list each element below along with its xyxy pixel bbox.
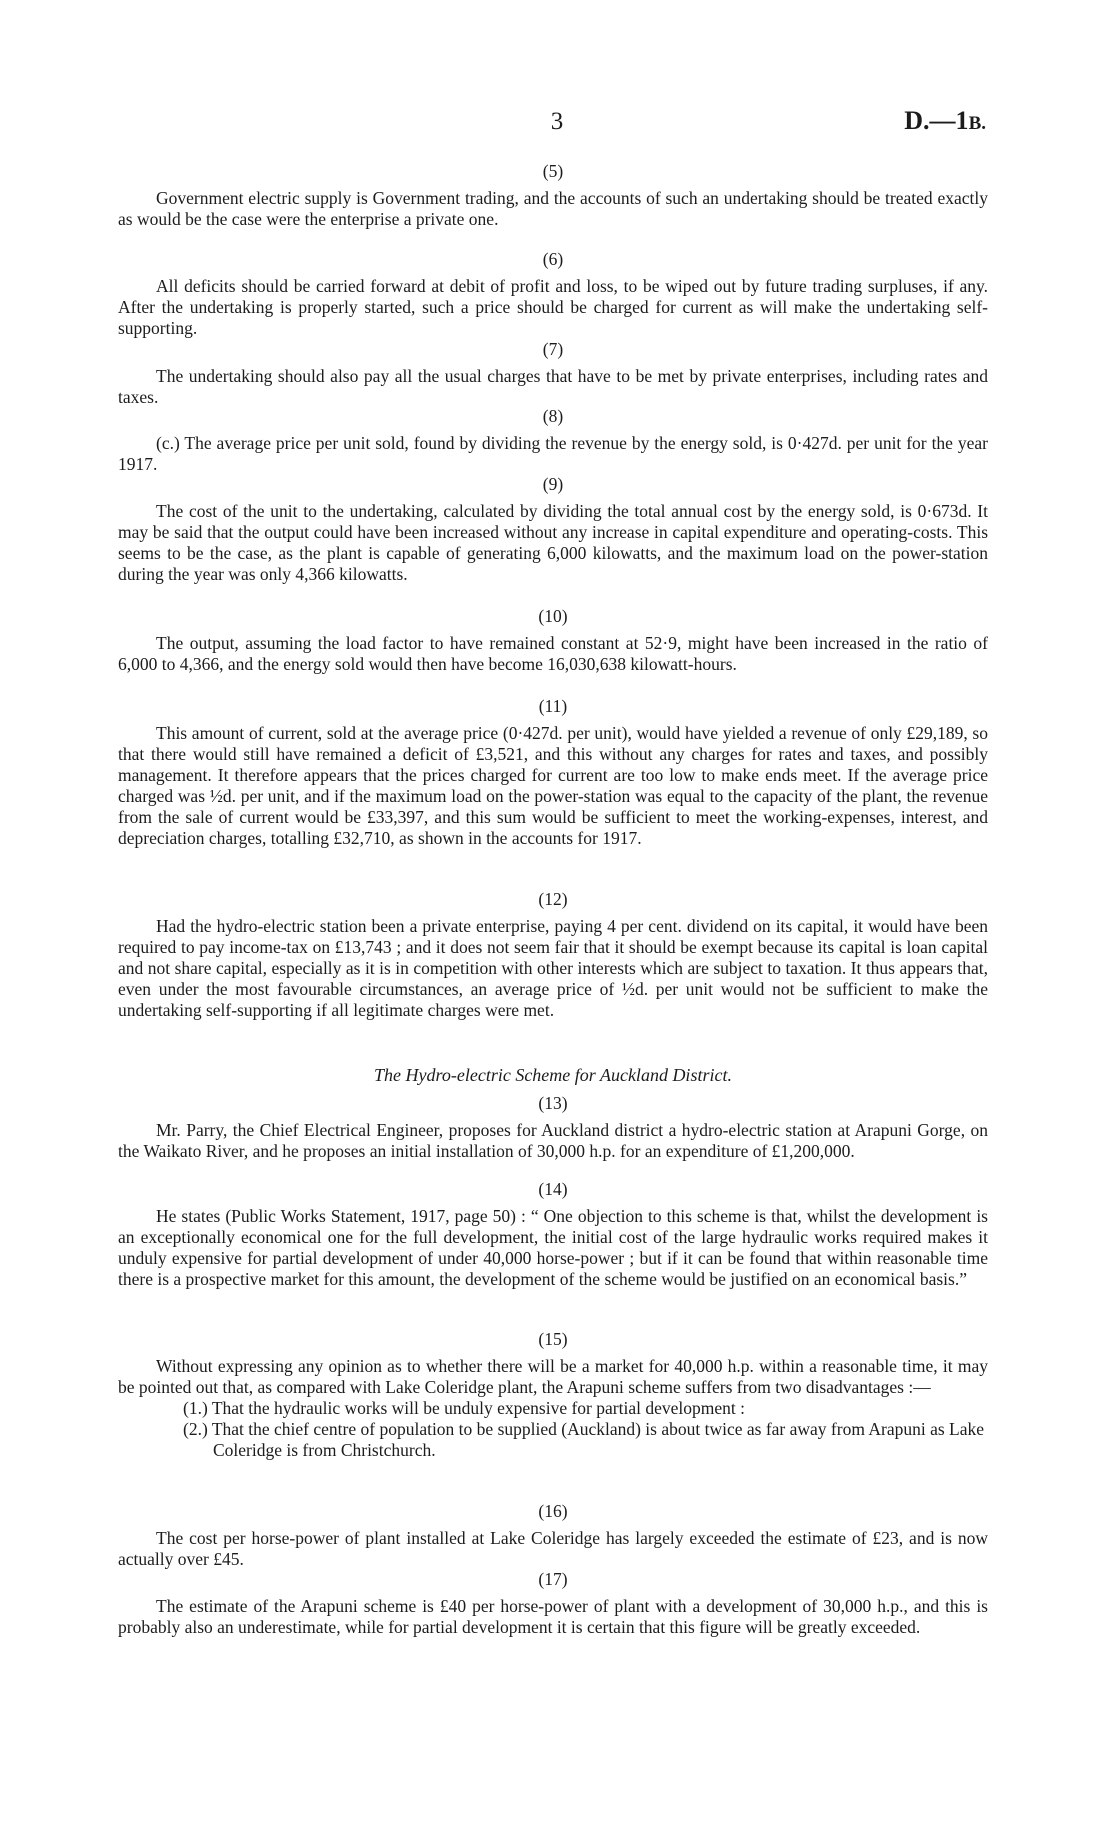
section-number: (7) <box>542 339 564 359</box>
section-11 <box>118 695 988 849</box>
paragraph: Had the hydro-electric station been a private enterprise, paying 4 per cent. dividend on its capital, it would have been required to pay income-tax on £13,743 ; and it does not seem fair that it should be exempt because its capital is loan capital and not share capital, especially as it is in competition with other interests which are subject to taxation. It thus appears that, even under the most favourable circumstances, an average price of ½d. per unit would not be sufficient to make the undertaking self-supporting if all legitimate charges were met. <box>118 916 988 1020</box>
paragraph: The cost of the unit to the undertaking, calculated by dividing the total annual cost by the energy sold, is 0·673d. It may be said that the output could have been increased without any increase in capital expenditure and operating-costs. This seems to be the case, as the plant is capable of generating 6,000 kilowatts, and the maximum load on the power-station during the year was only 4,366 kilowatts. <box>118 501 988 584</box>
section-number: (5) <box>542 161 564 181</box>
section-15 <box>118 1328 988 1461</box>
section-number: (14) <box>538 1179 568 1199</box>
section-number: (10) <box>538 606 568 626</box>
section-number: (6) <box>542 249 564 269</box>
section-number: (16) <box>538 1501 568 1521</box>
paragraph: The estimate of the Arapuni scheme is £40 per horse-power of plant with a development of 30,000 h.p., and this is probably also an underestimate, while for partial development it is certain that this figure will be greatly exceeded. <box>118 1596 988 1637</box>
section-number: (11) <box>538 696 568 716</box>
paragraph: Mr. Parry, the Chief Electrical Engineer, proposes for Auckland district a hydro-electric station at Arapuni Gorge, on the Waikato River, and he proposes an initial installation of 30,000 h.p. for an expenditure of £1,200,000. <box>118 1120 988 1161</box>
section-16 <box>118 1500 988 1570</box>
paragraph: All deficits should be carried forward at debit of profit and loss, to be wiped out by future trading surpluses, if any. After the undertaking is properly started, such a price should be charged for current as will make the undertaking self-supporting. <box>118 276 988 338</box>
section-number: (12) <box>538 889 568 909</box>
section-12 <box>118 888 988 1021</box>
paragraph: The output, assuming the load factor to have remained constant at 52·9, might have been increased in the ratio of 6,000 to 4,366, and the energy sold would then have become 16,030,638 kilowatt-hours. <box>118 633 988 674</box>
section-5 <box>118 160 988 230</box>
section-number: (17) <box>538 1569 568 1589</box>
section-number: (13) <box>538 1093 568 1113</box>
section-10 <box>118 605 988 675</box>
section-7 <box>118 338 988 408</box>
paragraph: Without expressing any opinion as to whether there will be a market for 40,000 h.p. within a reasonable time, it may be pointed out that, as compared with Lake Coleridge plant, the Arapuni scheme suffers from two disadvantages :— <box>118 1356 988 1397</box>
paragraph: He states (Public Works Statement, 1917, page 50) : “ One objection to this scheme is that, whilst the development is an exceptionally economical one for the full development, the initial cost of the large hydraulic works required makes it unduly expensive for partial development of under 40,000 horse-power ; but if it can be found that within reasonable time there is a prospective market for this amount, the development of the scheme would be justified on an economical basis.” <box>118 1206 988 1289</box>
section-number: (15) <box>538 1329 568 1349</box>
reference-suffix: B. <box>968 113 986 134</box>
reference-main: D.—1 <box>904 106 969 135</box>
paragraph: Government electric supply is Government trading, and the accounts of such an undertaking should be treated exactly as would be the case were the enterprise a private one. <box>118 188 988 229</box>
section-8 <box>118 405 988 475</box>
list-item: (1.) That the hydraulic works will be unduly expensive for partial development : <box>183 1398 745 1418</box>
paragraph: The undertaking should also pay all the usual charges that have to be met by private enterprises, including rates and taxes. <box>118 366 988 407</box>
section-14 <box>118 1178 988 1290</box>
section-9 <box>118 473 988 585</box>
paragraph: (c.) The average price per unit sold, found by dividing the revenue by the energy sold, is 0·427d. per unit for the year 1917. <box>118 433 988 474</box>
section-6 <box>118 248 988 339</box>
section-number: (8) <box>542 406 564 426</box>
page-number: 3 <box>550 108 564 135</box>
document-reference <box>904 106 986 136</box>
section-17 <box>118 1568 988 1638</box>
section-heading: The Hydro-electric Scheme for Auckland District. <box>374 1065 732 1085</box>
section-number: (9) <box>542 474 564 494</box>
list-item: (2.) That the chief centre of population to be supplied (Auckland) is about twice as far away from Arapuni as Lake Coleridge is from Christchurch. <box>183 1419 985 1460</box>
section-13 <box>118 1064 988 1162</box>
paragraph: This amount of current, sold at the average price (0·427d. per unit), would have yielded a revenue of only £29,189, so that there would still have remained a deficit of £3,521, and this without any charges for rates and taxes, and possibly management. It therefore appears that the prices charged for current are too low to make ends meet. If the average price charged was ½d. per unit, and if the maximum load on the power-station was equal to the capacity of the plant, the revenue from the sale of current would be £33,397, and this sum would be sufficient to meet the working-expenses, interest, and depreciation charges, totalling £32,710, as shown in the accounts for 1917. <box>118 723 988 848</box>
paragraph: The cost per horse-power of plant installed at Lake Coleridge has largely exceeded the estimate of £23, and is now actually over £45. <box>118 1528 988 1569</box>
